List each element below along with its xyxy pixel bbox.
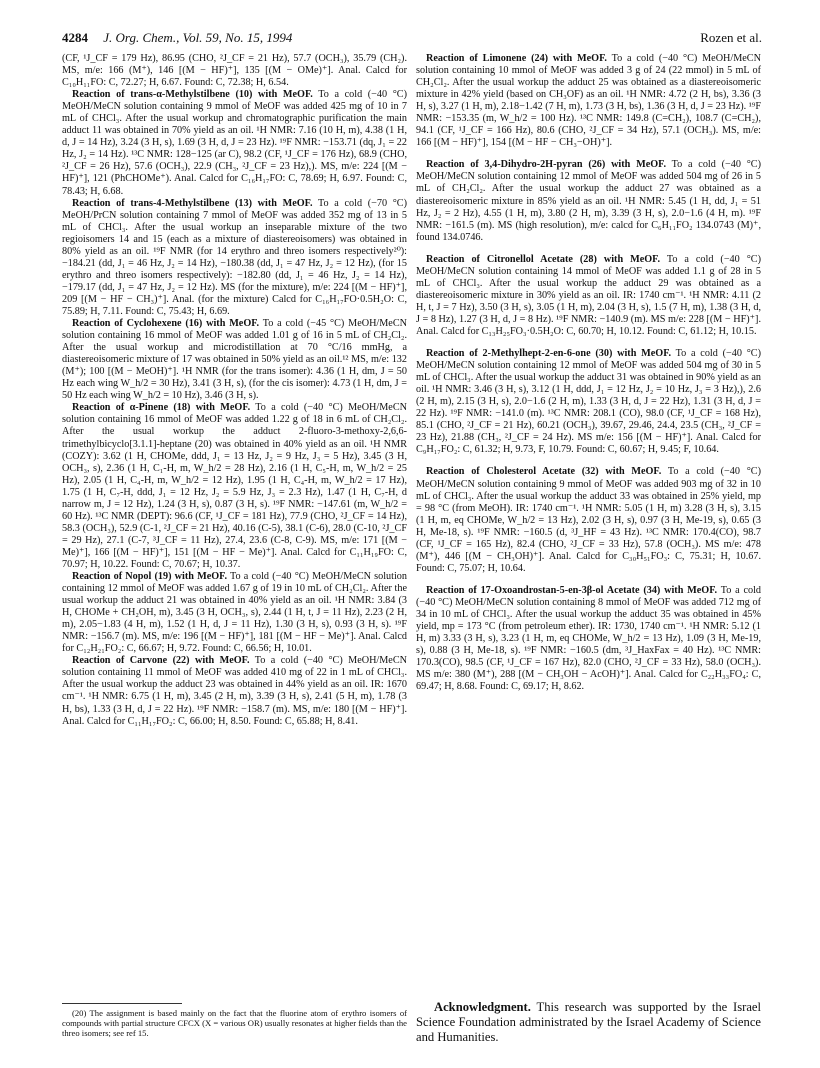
acknowledgment-heading: Acknowledgment. bbox=[434, 1000, 531, 1014]
paragraph bbox=[416, 254, 761, 338]
paragraph-text: (CF, ¹J_CF = 179 Hz), 86.95 (CHO, ²J_CF = 21 Hz), 57.7 (OCH₃), 35.79 (CH₂). MS, m/e: 166 (M⁺), 146 [(M − HF)⁺], 135 [(M − OMe)⁺]. Anal. Calcd for C₁₀H₁₁FO: C, 72.27; H, 6.67. Found: C, 72.38; H, 6.54. bbox=[62, 53, 407, 89]
footnote-divider bbox=[62, 1003, 182, 1004]
paragraph-heading: Reaction of 2-Methylhept-2-en-6-one (30) with MeOF. bbox=[426, 348, 672, 360]
paragraph-text: To a cold (−40 °C) MeOH/MeCN solution containing 9 mmol of MeOF was added 425 mg of 10 in 7 mL of CHCl₃. After the usual workup and chromatographic purification the main adduct 11 was obtained in 70% yield as an oil. ¹H NMR: 7.16 (10 H, m), 4.38 (1 H, d, J = 14 Hz), 3.24 (3 H, s), 1.69 (3 H, d, J = 23 Hz). ¹⁹F NMR: −153.71 (dq, J₁ = 22 Hz, J₂ = 14 Hz). ¹³C NMR: 128−125 (ar C), 98.2 (CF, ¹J_CF = 176 Hz), 68.9 (CHO, ²J_CF = 26 Hz), 57.6 (OCH₃), 22.9 (CH₃, ²J_CF = 23 Hz),). MS, m/e: 224 [(M − HF)⁺], 121 (PhCHOMe⁺). Anal. Calcd for C₁₆H₁₇FO: C, 78.69; H, 6.97. Found: C, 78.43; H, 6.68. bbox=[62, 89, 407, 197]
paragraph-text: To a cold (−40 °C) MeOH/MeCN solution containing 12 mmol of MeOF was added 1.67 g of 19 in 10 mL of CH₂Cl₂. After the usual workup the adduct 21 was obtained in 40% yield as an oil. ¹H NMR: 3.84 (3 H, CHOMe + CH₂OH, m), 3.45 (3 H, OCH₃, s), 2.44 (1 H, t, J = 11 Hz), 2.23 (2 H, m), 2.05−1.83 (4 H, m), 1.52 (1 H, d, J = 11 Hz), 1.30 (3 H, s), 0.93 (3 H, s). ¹⁹F NMR: −156.7 (m). MS, m/e: 196 [(M − HF)⁺], 181 [(M − HF − Me)⁺]. Anal. Calcd for C₁₂H₂₁FO₂: C, 66.67; H, 9.72. Found: C, 66.56; H, 10.01. bbox=[62, 571, 407, 655]
paragraph bbox=[62, 402, 407, 571]
paragraph-heading: Reaction of Cholesterol Acetate (32) with MeOF. bbox=[426, 466, 662, 478]
paragraph bbox=[416, 466, 761, 574]
paragraph-heading: Reaction of trans-α-Methylstilbene (10) with MeOF. bbox=[72, 89, 313, 101]
paragraph-heading: Reaction of Carvone (22) with MeOF. bbox=[72, 655, 250, 667]
paragraph bbox=[62, 89, 407, 197]
paragraph-text: To a cold (−40 °C) MeOH/MeCN solution containing 12 mmol of MeOF was added 504 mg of 26 in 5 mL of CH₂Cl₂. After the usual workup the adduct 27 was obtained as a diastereoisomeric mixture in 85% yield as an oil. ¹H NMR: 5.45 (1 H, dd, J₁ = 51 Hz, J₂ = 2 Hz), 4.55 (1 H, m), 3.80 (2 H, m), 3.39 (3 H, s), 2.0−1.6 (4 H, m). ¹⁹F NMR: −161.5 (m). MS (high resolution), m/e: calcd for C₆H₁₁FO₂ 134.0743 (M)⁺, found 134.0746. bbox=[416, 159, 761, 243]
paragraph bbox=[62, 53, 407, 89]
paragraph-text: To a cold (−40 °C) MeOH/MeCN solution containing 12 mmol of MeOF was added 504 mg of 30 in 5 mL of CHCl₃. After the usual workup the adduct 31 was obtained in 90% yield as an oil. ¹H NMR: 3.46 (3 H, s), 3.12 (1 H, ddd, J₁ = 12 Hz, J₂ = 10 Hz, J₃ = 3 Hz),), 2.6 (2 H, m), 2.15 (3 H, s), 2.0−1.6 (2 H, m), 1.33 (3 H, d, J = 22 Hz), 1.31 (3 H, d, J = 22 Hz). ¹⁹F NMR: −141.0 (m). ¹³C NMR: 208.1 (CO), 98.0 (CF, ¹J_CF = 168 Hz), 85.1 (CHO, ²J_CF = 21 Hz), 60.21 (OCH₃), 39.67, 29.46, 24.4, 23.5 (CH₃, ²J_CF = 23 Hz), 21.88 (CH₃, ²J_CF = 24 Hz). MS m/e: 156 [(M − HF)⁺]. Anal. Calcd for C₉H₁₇FO₂: C, 61.32; H, 9.73, F, 10.79. Found: C, 60.67; H, 9.45; F, 10.64. bbox=[416, 348, 761, 456]
acknowledgment bbox=[416, 1000, 761, 1045]
paragraph bbox=[62, 655, 407, 727]
paragraph bbox=[62, 198, 407, 318]
acknowledgment-text: This research was supported by the Israel Science Foundation administrated by the Israel Academy of Science and Humanities. bbox=[416, 1000, 761, 1044]
paragraph-heading: Reaction of Cyclohexene (16) with MeOF. bbox=[72, 318, 260, 330]
paragraph-heading: Reaction of α-Pinene (18) with MeOF. bbox=[72, 402, 251, 414]
paragraph-heading: Reaction of Limonene (24) with MeOF. bbox=[426, 53, 607, 64]
paragraph bbox=[416, 585, 761, 693]
paragraph-text: To a cold (−40 °C) MeOH/MeCN solution containing 11 mmol of MeOF was added 410 mg of 22 in 1 mL of CHCl₃. After the usual workup the adduct 23 was obtained in 44% yield as an oil. IR: 1670 cm⁻¹. ¹H NMR: 6.75 (1 H, m), 3.45 (2 H, m), 3.39 (3 H, s), 2.41 (5 H, m), 1.78 (3 H, bs), 1.33 (3 H, d, J = 22 Hz). ¹⁹F NMR: −158.7 (m). MS, m/e: 180 [(M − HF)⁺]. Anal. Calcd for C₁₁H₁₇FO₂: C, 66.00; H, 8.50. Found: C, 65.88; H, 8.41. bbox=[62, 655, 407, 727]
paragraph-text: To a cold (−45 °C) MeOH/MeCN solution containing 16 mmol of MeOF was added 1.01 g of 16 in 5 mL of CH₂Cl₂. After the usual workup and microdistillation at 70 °C/16 mmHg, a diastereoisomeric mixture of 17 was obtained in 50% yield as an oil.¹² MS, m/e: 132 (M⁺); 100 [(M − MeOH)⁺]. ¹H NMR (for the trans isomer): 4.36 (1 H, dm, J = 50 Hz each wing W_h/2 = 30 Hz), 3.41 (3 H, s), (for the cis isomer): 4.73 (1 H, dm, J = 50 Hz each wing W_h/2 = 10 Hz), 3.46 (3 H, s). bbox=[62, 318, 407, 402]
left-column bbox=[62, 53, 407, 985]
paragraph bbox=[416, 53, 761, 149]
right-column bbox=[416, 53, 761, 1043]
paragraph-text: To a cold (−40 °C) MeOH/MeCN solution containing 14 mmol of MeOF was added 1.1 g of 28 in 5 mL of CHCl₃. After the usual workup the adduct 29 was obtained as a diastereoisomeric mixture in 30% yield as an oil. IR: 1740 cm⁻¹. ¹H NMR: 4.11 (2 H, t, J = 7 Hz), 3.50 (3 H, s), 3.05 (1 H, m), 2.04 (3 H, s), 1.5 (7 H, m), 1.38 (3 H, d, J = 8 Hz), 1.27 (3 H, d, J = 8 Hz). ¹⁹F NMR: −140.9 (m). MS m/e: 228 [(M − HF)⁺]. Anal. Calcd for C₁₃H₂₅FO₃·0.5H₂O: C, 60.70; H, 10.12. Found: C, 61.12; H, 10.15. bbox=[416, 253, 761, 337]
paragraph-heading: Reaction of 17-Oxoandrostan-5-en-3β-ol Acetate (34) with MeOF. bbox=[426, 584, 718, 596]
page-header bbox=[62, 30, 762, 50]
paragraph-heading: Reaction of Nopol (19) with MeOF. bbox=[72, 571, 227, 583]
footnote bbox=[62, 1008, 407, 1038]
paragraph bbox=[416, 348, 761, 456]
paragraph-text: To a cold (−40 °C) MeOH/MeCN solution containing 16 mmol of MeOF was added 1.22 g of 18 in 6 mL of CH₂Cl₂. After the usual workup the adduct 2-fluoro-3-methoxy-2,6,6-trimethylbicyclo[3.1.1]-heptane (20) was obtained in 40% yield as an oil. ¹H NMR (COZY): 3.62 (1 H, CHOMe, ddd, J₁ = 13 Hz, J₂ = 9 Hz, J₃ = 5 Hz), 3.45 (3 H, OCH₃, s), 2.36 (1 H, C₁-H, m, W_h/2 = 28 Hz), 2.16 (1 H, C₅-H, m, W_h/2 = 25 Hz), 2.05 (1 H, C₄-H, m, W_h/2 = 12 Hz), 1.95 (1 H, C₄-H, m, W_h/2 = 17 Hz), 1.75 (1 H, C₇-H, ddd, J₁ = 12 Hz, J₂ = 5.9 Hz, J₃ = 2.3 Hz), 1.47 (1 H, C₇-H, d narrow m, J = 12 Hz), 1.24 (3 H, s), 0.87 (3 H, s). ¹⁹F NMR: −147.61 (m, W_h/2 = 60 Hz). ¹³C NMR (DEPT): 96.6 (CF, ¹J_CF = 181 Hz), 77.9 (CHO, ²J_CF = 14 Hz), 58.3 (OCH₃), 52.9 (C-1, ²J_CF = 21 Hz), 40.16 (C-5), 38.1 (C-6), 28.0 (C-10, ²J_CF = 29 Hz), 27.1 (C-7, ³J_CF = 11 Hz), 27.4, 23.6 (C-8, C-9). MS, m/e: 171 [(M − Me)⁺], 166 [(M − HF)⁺], 151 [(M − HF − Me)⁺]. Anal. Calcd for C₁₁H₁₉FO: C, 70.97; H, 10.22. Found: C, 70.67; H, 10.37. bbox=[62, 402, 407, 570]
paragraph-heading: Reaction of Citronellol Acetate (28) with MeOF. bbox=[426, 253, 660, 265]
paragraph-heading: Reaction of 3,4-Dihydro-2H-pyran (26) with MeOF. bbox=[426, 159, 666, 171]
page-number: 4284 bbox=[62, 30, 88, 45]
paragraph bbox=[62, 318, 407, 402]
running-authors: Rozen et al. bbox=[700, 30, 762, 45]
paragraph bbox=[62, 571, 407, 655]
footnote-text: (20) The assignment is based mainly on the fact that the fluorine atom of erythro isomers of compounds with partial structure CFCX (X = various OR) usually resonates at higher fields than the threo isomers; see ref 15. bbox=[62, 1008, 407, 1038]
paragraph-text: To a cold (−40 °C) MeOH/MeCN solution containing 8 mmol of MeOF was added 712 mg of 34 in 10 mL of CHCl₃. After the usual workup the adduct 35 was obtained in 45% yield, mp = 173 °C (from petroleum ether). IR: 1730, 1740 cm⁻¹. ¹H NMR: 5.12 (1 H, m) 3.33 (3 H, s), 3.23 (1 H, m, eq CHOMe, W_h/2 = 13 Hz), 1.09 (3 H, Me-19, s), 0.88 (3 H, Me-18, s). ¹⁹F NMR: −160.5 (dm, ³J_HaxFax = 40 Hz). ¹³C NMR: 170.3(CO), 98.5 (CF, ¹J_CF = 167 Hz), 82.0 (CHO, ²J_CF = 33 Hz), 58.0 (OCH₃). MS m/e: 380 (M⁺), 288 [(M − CH₃OH − AcOH)⁺]. Anal. Calcd for C₂₂H₃₃FO₄: C, 69.47; H, 8.68. Found: C, 69.17; H, 8.62. bbox=[416, 584, 761, 693]
journal-citation: J. Org. Chem., Vol. 59, No. 15, 1994 bbox=[103, 30, 293, 45]
paragraph bbox=[416, 159, 761, 243]
paragraph-heading: Reaction of trans-4-Methylstilbene (13) with MeOF. bbox=[72, 197, 313, 209]
paragraph-text: To a cold (−40 °C) MeOH/MeCN solution containing 10 mmol of MeOF was added 3 g of 24 (22 mmol) in 5 mL of CH₂Cl₂. After the usual workup the adduct 25 was obtained as a diastereoisomeric mixture in 42% yield (based on CH₃OF) as an oil. ¹H NMR: 4.72 (2 H, bs), 3.36 (3 H, s), 3.27 (1 H, m), 2.18−1.42 (7 H, m), 1.73 (3 H, bs), 1.36 (3 H, d, J = 23 Hz). ¹⁹F NMR: −153.35 (m, W_h/2 = 100 Hz). ¹³C NMR: 149.8 (C=CH₂), 108.7 (C=CH₂), 94.1 (CF, ¹J_CF = 166 Hz), 80.6 (CHO, ²J_CF = 34 Hz), 57.1 (OCH₃). MS, m/e: 166 [(M − HF)⁺], 154 [(M − HF − CH₃−OH)⁺]. bbox=[416, 53, 761, 149]
paragraph-text: To a cold (−40 °C) MeOH/MeCN solution containing 9 mmol of MeOF was added 903 mg of 32 in 10 mL of CHCl₃. After the usual workup the adduct 33 was obtained in 25% yield, mp = 98 °C (from MeOH). IR: 1740 cm⁻¹. ¹H NMR: 5.05 (1 H, m) 3.28 (3 H, s), 3.15 (1 H, m, eq CHOMe, W_h/2 = 13 Hz), 2.02 (3 H, s), 0.97 (3 H, Me-19, s), 0.65 (3 H, Me-18, s). ¹⁹F NMR: −160.5 (d, ³J_HF = 43 Hz). ¹³C NMR: 170.4(CO), 98.7 (CF, ¹J_CF = 165 Hz), 82.4 (CHO, ²J_CF = 33 Hz), 57.8 (OCH₃). MS m/e: 478 (M⁺), 446 [(M − CH₃OH)⁺]. Anal. Calcd for C₃₀H₅₁FO₃: C, 75.31; H, 10.67. Found: C, 75.07; H, 10.64. bbox=[416, 466, 761, 574]
paragraph-text: To a cold (−70 °C) MeOH/PrCN solution containing 7 mmol of MeOF was added 352 mg of 13 in 5 mL of CHCl₃. After the usual workup an inseparable mixture of the two regioisomers 14 and 15 (each as a mixture of diastereoisomers) was obtained in 80% yield as an oil. ¹⁹F NMR (for 14 erythro and threo isomers respectively²⁰): −184.21 (dd, J₁ = 46 Hz, J₂ = 14 Hz), −180.38 (dd, J₁ = 47 Hz, J₂ = 12 Hz), (for 15 erythro and threo isomers respectively): −182.80 (dd, J₁ = 46 Hz, J₂ = 14 Hz), −179.17 (dd, J₁ = 47 Hz, J₂ = 12 Hz). MS (for the mixture), m/e: 224 [(M − HF)⁺], 209 [(M − HF − CH₃)⁺]. Anal. (for the mixture) Calcd for C₁₆H₁₇FO·0.5H₂O: C, 75.89; H, 7.11. Found: C, 75.43; H, 6.69. bbox=[62, 197, 407, 317]
